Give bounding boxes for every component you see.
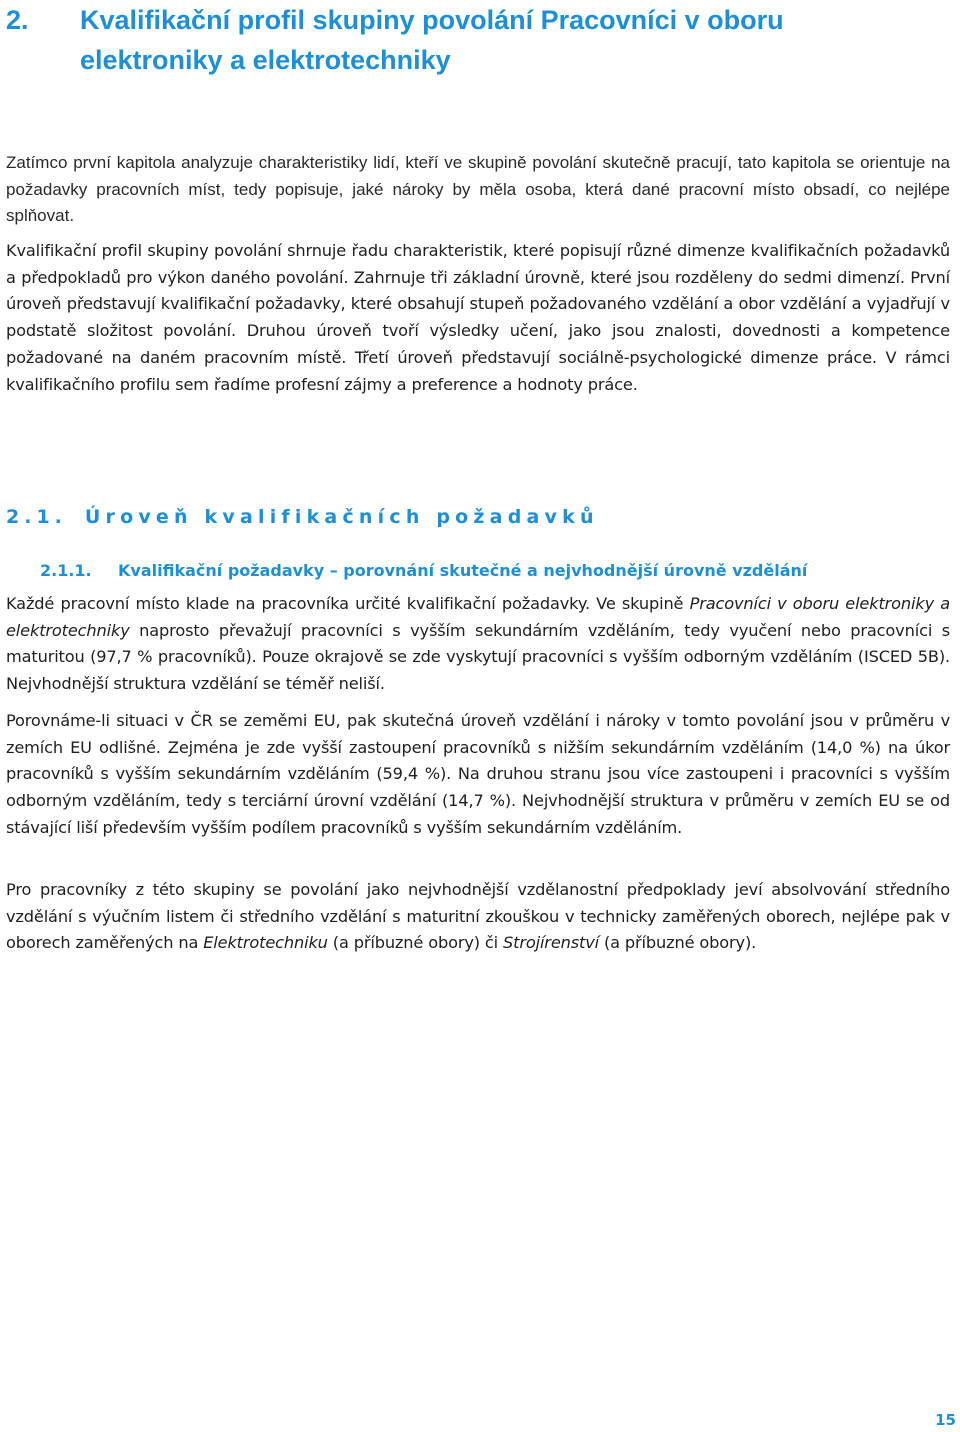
page-number: 15 [935,1411,956,1429]
intro-paragraph: Zatímco první kapitola analyzuje charakteristiky lidí, kteří ve skupině povolání skutečně pracují, tato kapitola se orientuje na požadavky pracovních míst, tedy popisuje, jaké nároky by měla osoba, která dané pracovní místo obsadí, co nejlépe splňovat. [6,153,950,225]
chapter-title [6,0,926,80]
recommendation-text-3: (a příbuzné obory). [599,933,757,953]
recommendation-text-1: Pro pracovníky z této skupiny se povolání jako nejvhodnější vzdělanostní předpoklady jeví absolvování středního vzdělání s výučním listem či středního vzdělání s maturitní zkouškou v technicky zaměřených oborech, nejlépe pak v oborech zaměřených na [6,880,950,953]
group-name-italic: Pracovníci v oboru elektroniky a elektrotechniky [6,594,951,640]
chapter-title-line-2: elektroniky a elektrotechniky [80,45,451,75]
recommendation-paragraph [6,877,950,957]
chapter-title-line-1: Kvalifikační profil skupiny povolání Pracovníci v oboru [80,5,784,35]
qualification-text-2: naprosto převažují pracovníci s vyšším sekundárním vzděláním, tedy vyučení nebo pracovníci s maturitou (97,7 % pracovníků). Pouze okrajově se zde vyskytují pracovníci s vyšším odborným vzděláním (ISCED 5B). Nejvhodnější struktura vzdělání se téměř neliší. [6,620,950,694]
section-heading [6,502,599,532]
qualification-paragraph [6,591,950,698]
profile-paragraph: Kvalifikační profil skupiny povolání shrnuje řadu charakteristik, které popisují různé dimenze kvalifikačních požadavků a předpokladů pro výkon daného povolání. Zahrnuje tři základní úrovně, které jsou rozděleny do sedmi dimenzí. První úroveň představují kvalifikační požadavky, které obsahují stupeň požadovaného vzdělání a obor vzdělání a vyjadřují v podstatě složitost povolání. Druhou úroveň tvoří výsledky učení, jako jsou znalosti, dovednosti a kompetence požadované na daném pracovním místě. Třetí úroveň představují sociálně-psychologické dimenze práce. V rámci kvalifikačního profilu sem řadíme profesní zájmy a preference a hodnoty práce. [6,241,950,394]
eu-comparison-paragraph: Porovnáme-li situaci v ČR se zeměmi EU, pak skutečná úroveň vzdělání i nároky v tomto povolání jsou v průměru v zemích EU odlišné. Zejména je zde vyšší zastoupení pracovníků s nižším sekundárním vzděláním (14,0 %) na úkor pracovníků s vyšším sekundárním vzděláním (59,4 %). Na druhou stranu jsou více zastoupeni i pracovníci s vyšším odborným vzděláním, tedy s terciární úrovní vzdělání (14,7 %). Nejvhodnější struktura v průměru v zemích EU se od stávající liší především vyšším podílem pracovníků s vyšším sekundárním vzděláním. [6,711,950,837]
field-mechanical-italic: Strojírenství [503,933,599,953]
subsection-number: 2.1.1. [40,561,92,580]
field-electrotechnics-italic: Elektrotechniku [203,933,328,953]
subsection-title: Kvalifikační požadavky – porovnání skutečné a nejvhodnější úrovně vzdělání [118,561,808,580]
subsection-heading [40,558,807,584]
chapter-number: 2. [6,5,29,35]
qualification-text-1: Každé pracovní místo klade na pracovníka určité kvalifikační požadavky. Ve skupině [6,594,690,613]
section-number: 2.1. [6,506,67,528]
section-title: Úroveň kvalifikačních požadavků [84,506,599,528]
recommendation-text-2: (a příbuzné obory) či [327,933,504,953]
